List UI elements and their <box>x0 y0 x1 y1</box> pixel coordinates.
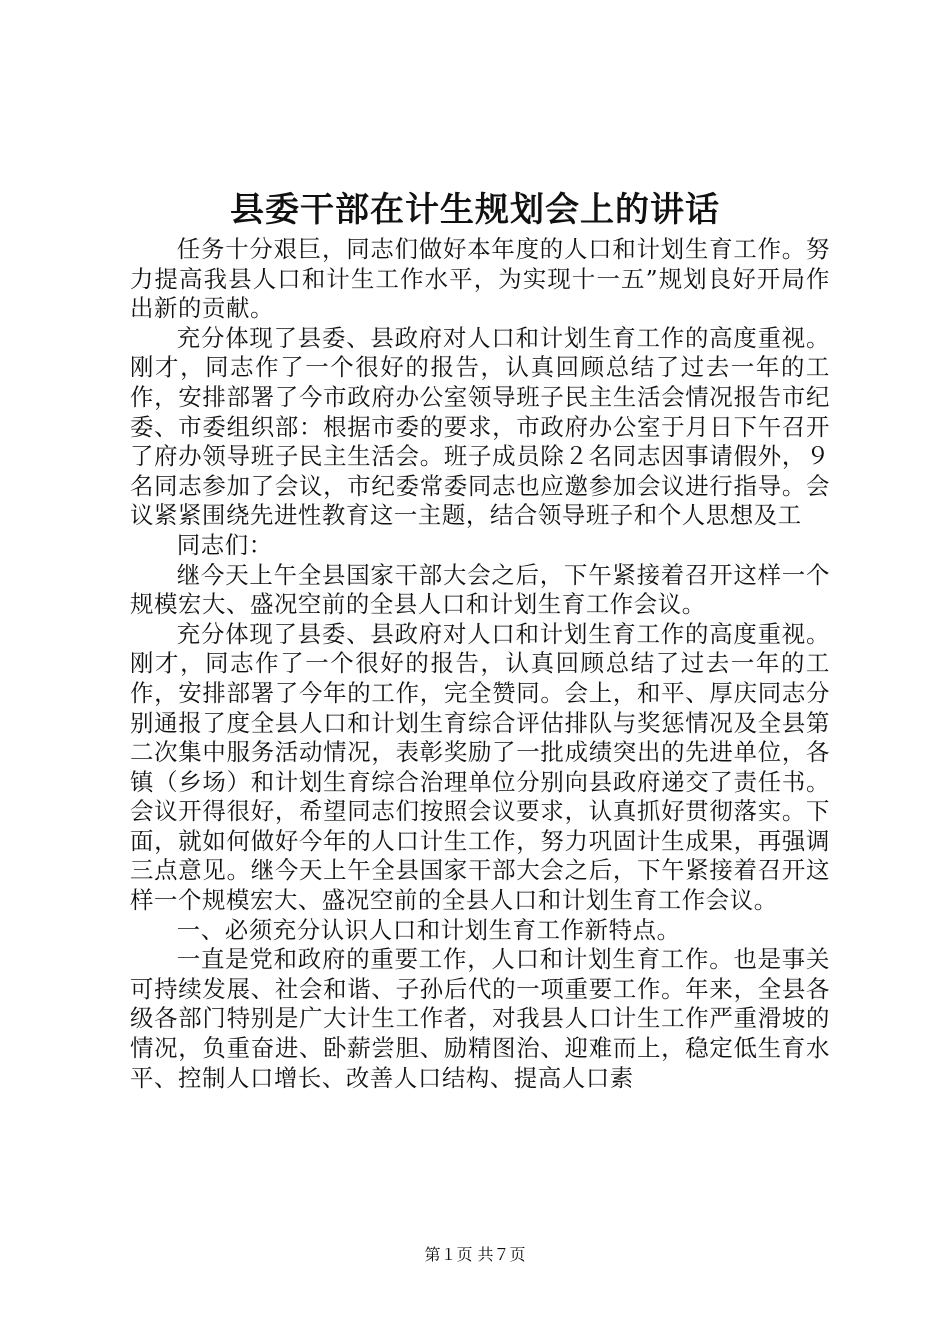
document-title: 县委干部在计生规划会上的讲话 <box>230 190 720 230</box>
paragraph: 一直是党和政府的重要工作，人口和计划生育工作。也是事关可持续发展、社会和谐、子孙后代的一项重要工作。年来，全县各级各部门特别是广大计生工作者，对我县人口计生工作严重滑坡的情况，负重奋进、卧薪尝胆、励精图治、迎难而上，稳定低生育水平、控制人口增长、改善人口结构、提高人口素 <box>130 945 830 1092</box>
paragraph-salutation: 同志们： <box>176 530 273 559</box>
section-heading: 一、必须充分认识人口和计划生育工作新特点。 <box>176 915 681 944</box>
page-footer: 第１页 共７页 <box>424 1245 526 1264</box>
paragraph: 充分体现了县委、县政府对人口和计划生育工作的高度重视。刚才，同志作了一个很好的报告，认真回顾总结了过去一年的工作，安排部署了今年的工作，完全赞同。会上，和平、厚庆同志分别通报了度全县人口和计划生育综合评估排队与奖惩情况及全县第二次集中服务活动情况，表彰奖励了一批成绩突出的先进单位，各镇（乡场）和计划生育综合治理单位分别向县政府递交了责任书。会议开得很好，希望同志们按照会议要求，认真抓好贯彻落实。下面，就如何做好今年的人口计生工作，努力巩固计生成果，再强调三点意见。继今天上午全县国家干部大会之后，下午紧接着召开这样一个规模宏大、盛况空前的全县人口和计划生育工作会议。 <box>130 619 830 915</box>
paragraph: 充分体现了县委、县政府对人口和计划生育工作的高度重视。刚才，同志作了一个很好的报告，认真回顾总结了过去一年的工作，安排部署了今市政府办公室领导班子民主生活会情况报告市纪委、市委组织部：根据市委的要求，市政府办公室于月日下午召开了府办领导班子民主生活会。班子成员除２名同志因事请假外，９名同志参加了会议，市纪委常委同志也应邀参加会议进行指导。会议紧紧围绕先进性教育这一主题，结合领导班子和个人思想及工 <box>130 323 830 530</box>
paragraph: 继今天上午全县国家干部大会之后，下午紧接着召开这样一个规模宏大、盛况空前的全县人口和计划生育工作会议。 <box>130 560 830 619</box>
document-body <box>130 235 830 1093</box>
paragraph: 任务十分艰巨，同志们做好本年度的人口和计划生育工作。努力提高我县人口和计生工作水平，为实现十一五”规划良好开局作出新的贡献。 <box>130 235 830 323</box>
